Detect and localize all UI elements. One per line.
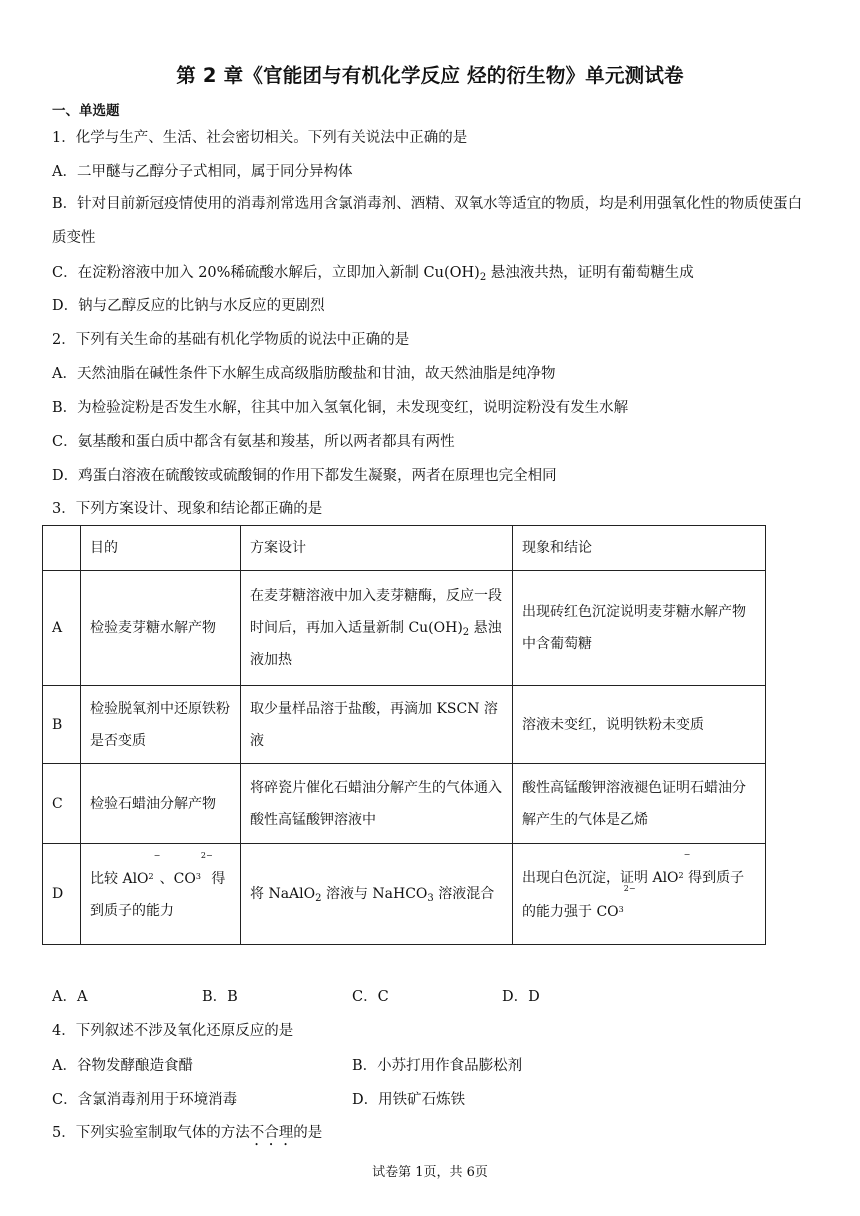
row-result: 出现砖红色沉淀说明麦芽糖水解产物中含葡萄糖 [513, 571, 766, 686]
q3-option-b: B．B [202, 989, 238, 1005]
q2-stem: 2．下列有关生命的基础有机化学物质的说法中正确的是 [52, 332, 410, 348]
row-result: 溶液未变红，说明铁粉未变质 [513, 686, 766, 764]
q2-option-c: C．氨基酸和蛋白质中都含有氨基和羧基，所以两者都具有两性 [52, 434, 455, 450]
row-label: D [43, 844, 81, 945]
table-header-cell: 方案设计 [241, 526, 513, 571]
q2-option-b: B．为检验淀粉是否发生水解，往其中加入氢氧化铜，未发现变红，说明淀粉没有发生水解 [52, 400, 629, 416]
row-label: A [43, 571, 81, 686]
table-header-cell [43, 526, 81, 571]
exam-title: 第 2 章《官能团与有机化学反应 烃的衍生物》单元测试卷 [176, 64, 684, 87]
row-purpose: 检验石蜡油分解产物 [81, 764, 241, 844]
page-footer: 试卷第 1页，共 6页 [372, 1165, 488, 1180]
aluminate-ion: AlO$^2$ − [122, 851, 161, 887]
row-purpose: 检验脱氧剂中还原铁粉是否变质 [81, 686, 241, 764]
q3-table [42, 525, 766, 945]
q1-stem: 1．化学与生产、生活、社会密切相关。下列有关说法中正确的是 [52, 130, 468, 146]
q3-stem: 3．下列方案设计、现象和结论都正确的是 [52, 501, 323, 517]
q1-option-a: A．二甲醚与乙醇分子式相同，属于同分异构体 [52, 164, 353, 180]
q4-stem: 4．下列叙述不涉及氧化还原反应的是 [52, 1023, 294, 1039]
q4-option-b: B．小苏打用作食品膨松剂 [352, 1058, 523, 1074]
q2-option-d: D．鸡蛋白溶液在硫酸铵或硫酸铜的作用下都发生凝聚，两者在原理也完全相同 [52, 468, 557, 484]
q4-option-d: D．用铁矿石炼铁 [352, 1092, 466, 1108]
section-heading: 一、单选题 [52, 103, 120, 119]
q4-option-a: A．谷物发酵酿造食醋 [52, 1058, 193, 1074]
emphasis-text: 不合理 [249, 1125, 294, 1141]
q1-option-c: C．在淀粉溶液中加入 20%稀硫酸水解后，立即加入新制 $Cu(OH)_2$ 悬浊液共热，证明有葡萄糖生成 [52, 265, 694, 283]
table-row [43, 844, 766, 945]
row-design: 将 NaAlO$_2$ 溶液与 NaHCO$_3$ 溶液混合 [241, 844, 513, 945]
row-design: 将碎瓷片催化石蜡油分解产生的气体通入酸性高锰酸钾溶液中 [241, 764, 513, 844]
aluminate-ion: AlO$^2$ − [652, 850, 691, 886]
table-row [43, 764, 766, 844]
row-result: 酸性高锰酸钾溶液褪色证明石蜡油分解产生的气体是乙烯 [513, 764, 766, 844]
q4-option-c: C．含氯消毒剂用于环境消毒 [52, 1092, 238, 1108]
row-design: 取少量样品溶于盐酸，再滴加 KSCN 溶液 [241, 686, 513, 764]
table-row [43, 686, 766, 764]
q3-option-d: D．D [502, 989, 540, 1005]
row-design: 在麦芽糖溶液中加入麦芽糖酶，反应一段时间后，再加入适量新制 $Cu(OH)_2$ 悬浊液加热 [241, 571, 513, 686]
carbonate-ion: $CO^3$ 2− [596, 884, 636, 920]
row-result: 出现白色沉淀，证明 AlO$^2$ − 得到质子的能力强于 $CO^3$ 2− [513, 844, 766, 945]
table-header-row [43, 526, 766, 571]
q3-option-c: C．C [352, 989, 389, 1005]
table-header-cell: 目的 [81, 526, 241, 571]
row-label: C [43, 764, 81, 844]
carbonate-ion: $CO^3$ 2− [173, 851, 213, 887]
q3-option-a: A．A [52, 989, 88, 1005]
table-row [43, 571, 766, 686]
table-header-cell: 现象和结论 [513, 526, 766, 571]
q1-option-b: B．针对目前新冠疫情使用的消毒剂常选用含氯消毒剂、酒精、双氧水等适宜的物质，均是利用强氧化性的物质使蛋白质变性 [52, 196, 803, 246]
row-purpose: 比较 AlO$^2$ − 、$CO^3$ 2− 得到质子的能力 [81, 844, 241, 945]
row-label: B [43, 686, 81, 764]
row-purpose: 检验麦芽糖水解产物 [81, 571, 241, 686]
q1-option-d: D．钠与乙醇反应的比钠与水反应的更剧烈 [52, 298, 325, 314]
q5-stem: 5．下列实验室制取气体的方法不合理的是 [52, 1125, 323, 1141]
q2-option-a: A．天然油脂在碱性条件下水解生成高级脂肪酸盐和甘油，故天然油脂是纯净物 [52, 366, 556, 382]
